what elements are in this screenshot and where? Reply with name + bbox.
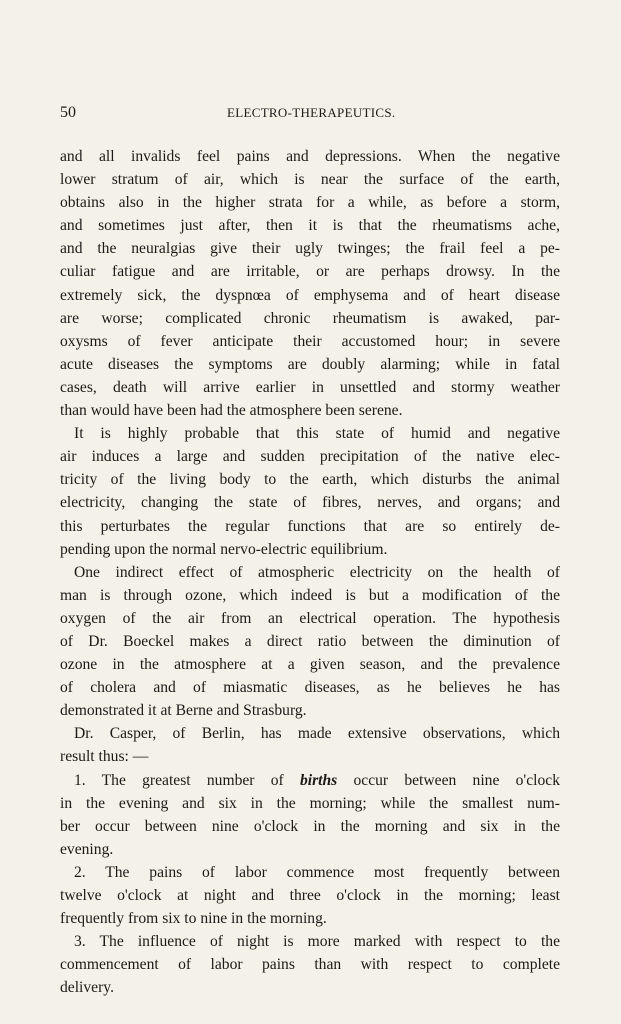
text-line: ber occur between nine o'clock in the morning and six in the xyxy=(60,817,560,835)
text-line: of cholera and of miasmatic diseases, as he believes he has xyxy=(60,679,560,697)
text-segment: occur between nine o'clock xyxy=(337,771,560,789)
text-line: 2. The pains of labor commence most frequently between xyxy=(74,863,560,881)
text-line: One indirect effect of atmospheric electricity on the health of xyxy=(74,563,560,581)
text-line: man is through ozone, which indeed is but a modification of the xyxy=(60,586,560,604)
text-line: culiar fatigue and are irritable, or are perhaps drowsy. In the xyxy=(60,263,560,281)
text-line: oxygen of the air from an electrical operation. The hypothesis xyxy=(60,609,560,627)
text-line: 3. The influence of night is more marked with respect to the xyxy=(74,933,560,951)
text-line: result thus: — xyxy=(60,748,149,766)
text-line xyxy=(60,769,560,792)
text-line: of Dr. Boeckel makes a direct ratio between the diminution of xyxy=(60,632,560,650)
text-line: cases, death will arrive earlier in unsettled and stormy weather xyxy=(60,378,560,396)
text-line: than would have been had the atmosphere been serene. xyxy=(60,402,403,420)
text-line: commencement of labor pains than with respect to complete xyxy=(60,956,560,974)
text-line: twelve o'clock at night and three o'clock in the morning; least xyxy=(60,887,560,904)
text-line: oxysms of fever anticipate their accustomed hour; in severe xyxy=(60,332,560,350)
text-line: pending upon the normal nervo-electric equilibrium. xyxy=(60,540,388,558)
text-line: acute diseases the symptoms are doubly alarming; while in fatal xyxy=(60,355,560,373)
text-line: lower stratum of air, which is near the surface of the earth, xyxy=(60,171,560,189)
emphasized-word: births xyxy=(299,771,338,789)
text-line: are worse; complicated chronic rheumatism is awaked, par- xyxy=(60,309,560,327)
running-head xyxy=(60,103,560,123)
text-line: in the evening and six in the morning; while the smallest num- xyxy=(60,794,560,812)
text-line: electricity, changing the state of fibres, nerves, and organs; and xyxy=(60,494,560,512)
running-title: ELECTRO-THERAPEUTICS. xyxy=(227,105,396,120)
text-line: and all invalids feel pains and depressions. When the negative xyxy=(60,148,560,165)
text-segment: 1. The greatest number of xyxy=(74,771,300,789)
text-line: and the neuralgias give their ugly twinges; the frail feel a pe- xyxy=(60,240,560,258)
text-line: demonstrated it at Berne and Strasburg. xyxy=(60,702,307,720)
text-line: Dr. Casper, of Berlin, has made extensive observations, which xyxy=(74,725,560,743)
text-line: ozone in the atmosphere at a given season, and the prevalence xyxy=(60,656,560,674)
text-line: It is highly probable that this state of humid and negative xyxy=(74,425,560,443)
text-line: tricity of the living body to the earth, which disturbs the animal xyxy=(60,471,560,489)
text-line: delivery. xyxy=(60,979,114,997)
text-line: air induces a large and sudden precipitation of the native elec- xyxy=(60,448,560,466)
text-line: this perturbates the regular functions that are so entirely de- xyxy=(60,517,560,535)
page-number: 50 xyxy=(60,104,76,121)
text-line: extremely sick, the dyspnœa of emphysema and of heart disease xyxy=(60,286,560,304)
text-line: and sometimes just after, then it is that the rheumatisms ache, xyxy=(60,217,560,235)
text-line: evening. xyxy=(60,840,114,858)
body-text xyxy=(60,145,560,999)
text-line: frequently from six to nine in the morning. xyxy=(60,910,327,928)
text-line: obtains also in the higher strata for a while, as before a storm, xyxy=(60,194,560,212)
